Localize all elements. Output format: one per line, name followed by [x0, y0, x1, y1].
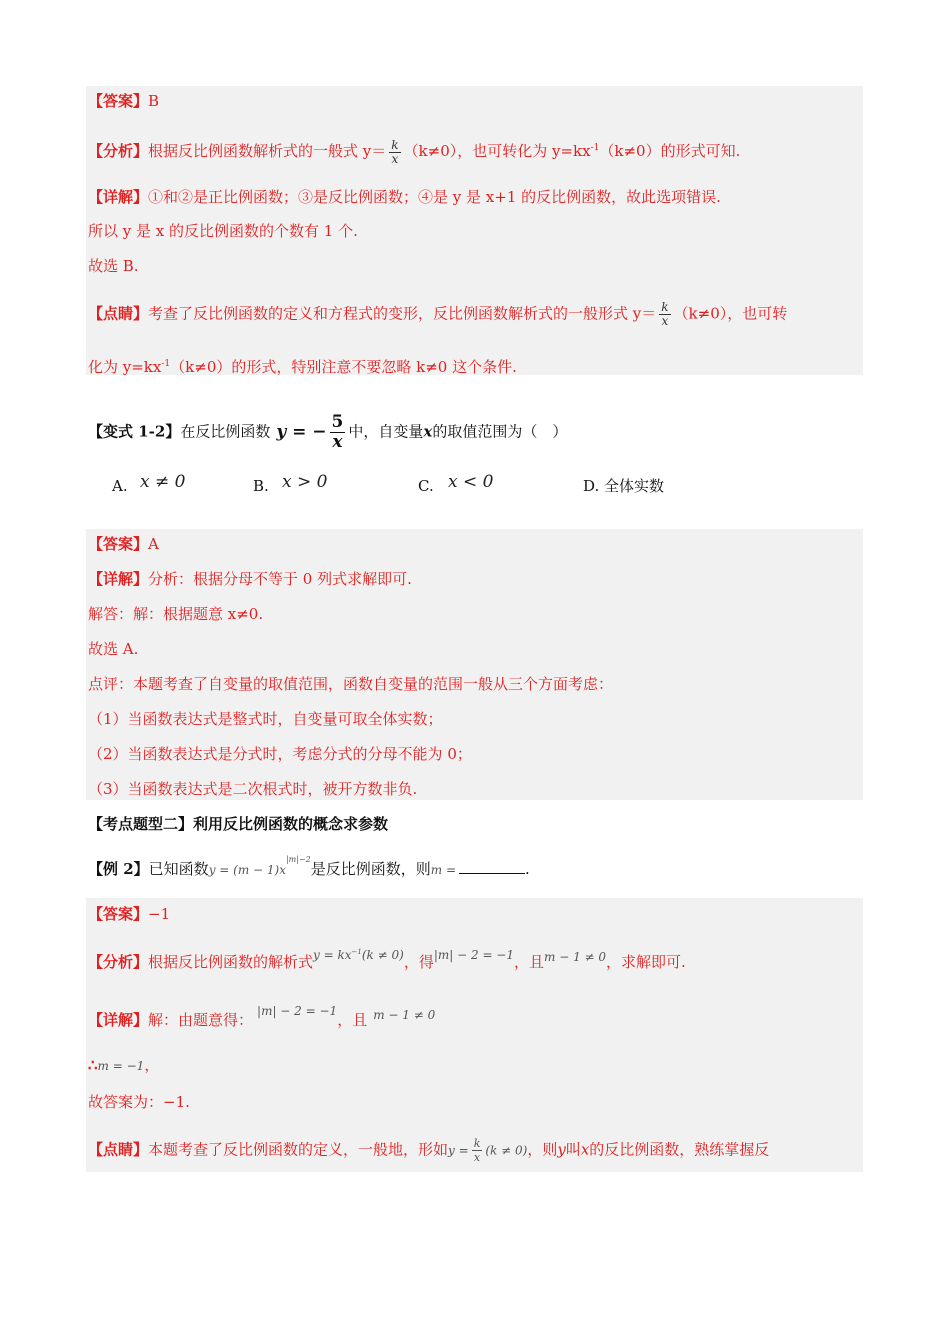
comment-text-2: ，则 [527, 1140, 558, 1159]
analysis-tag: 【分析】 [88, 953, 149, 971]
analysis-line-3 [88, 949, 686, 974]
therefore-equation: m = −1 [97, 1059, 145, 1073]
detail-line-2: 所以 y 是 x 的反比例函数的个数有 1 个. [88, 222, 358, 240]
frac-den: x [472, 1150, 483, 1164]
detail-text: ①和②是正比例函数；③是反比例函数；④是 y 是 x+1 的反比例函数，故此选项错误. [148, 188, 721, 206]
option-b-label[interactable]: B. [253, 477, 269, 495]
analysis-line [88, 137, 740, 166]
analysis-text-2: ，得 [403, 953, 434, 971]
example-end: . [525, 860, 530, 878]
answer-tag: 【答案】 [88, 535, 149, 553]
variable-x: x [423, 422, 433, 441]
comment-line [88, 301, 787, 328]
review-item-2: （2）当函数表达式是分式时，考虑分式的分母不能为 0； [88, 745, 472, 763]
analysis-text-2: （k≠0），也可转化为 y=kx [403, 142, 591, 160]
detail-line [88, 568, 412, 590]
eq1: y = kx [313, 948, 352, 962]
comment-line-2 [88, 353, 517, 378]
equation-m-minus-1: m − 1 ≠ 0 [544, 950, 607, 964]
analysis-text: 根据反比例函数解析式的一般式 y＝ [148, 142, 387, 160]
example-exponent: |m|−2 [285, 855, 311, 864]
detail-text: 分析：根据分母不等于 0 列式求解即可. [148, 570, 412, 588]
frac-den: x [389, 152, 400, 166]
example-text: 已知函数 [148, 860, 209, 878]
m-variable: m = [430, 863, 457, 877]
review-item-3: （3）当函数表达式是二次根式时，被开方数非负. [88, 780, 418, 798]
question-text-3: 的取值范围为（ ） [432, 422, 568, 441]
option-d[interactable] [583, 475, 664, 497]
fraction-k-over-x-2 [659, 301, 670, 328]
comment-tag: 【点睛】 [88, 304, 149, 323]
frac-num: k [473, 1137, 481, 1150]
example-2-line [88, 855, 530, 881]
answer-value: B [148, 92, 160, 110]
analysis-text-3: （k≠0）的形式可知. [599, 142, 741, 160]
detail-equation-1: |m| − 2 = −1 [257, 1004, 338, 1018]
detail-line [88, 186, 721, 208]
superscript: -1 [161, 359, 171, 369]
frac-den: x [659, 314, 670, 328]
comment-y: y [557, 1140, 566, 1159]
analysis-text: 根据反比例函数的解析式 [148, 953, 314, 971]
comment-text-4: 的反比例函数，熟练掌握反 [589, 1140, 770, 1159]
review-line: 点评：本题考查了自变量的取值范围，函数自变量的范围一般从三个方面考虑： [88, 675, 614, 693]
analysis-text-3: ，且 [514, 953, 545, 971]
answer-line-3 [88, 903, 170, 925]
fraction-5-over-x [330, 413, 346, 452]
example-text-2: 是反比例函数，则 [310, 860, 431, 878]
comment-eq-lhs: y = [448, 1143, 469, 1158]
comment-tag: 【点睛】 [88, 1140, 149, 1159]
frac-num: 5 [331, 412, 344, 432]
detail-line-3 [88, 1004, 436, 1032]
frac-num: k [661, 300, 669, 314]
option-c-math[interactable]: x < 0 [448, 472, 494, 492]
comment-line2-b: （k≠0）的形式，特别注意不要忽略 k≠0 这个条件. [170, 358, 517, 376]
answer-block-3 [86, 898, 863, 1172]
option-d-label: D. [583, 477, 600, 495]
example-equation: y = (m − 1)x [208, 863, 286, 877]
detail-equation-2: m − 1 ≠ 0 [373, 1008, 436, 1022]
option-a-math[interactable]: x ≠ 0 [140, 472, 186, 492]
answer-line-2 [88, 533, 159, 555]
question-line [88, 413, 567, 452]
detail-tag: 【详解】 [88, 1011, 149, 1029]
comment-line2-a: 化为 y=kx [88, 358, 162, 376]
question-tag: 【变式 1-2】 [88, 422, 181, 441]
eq1-cond: (k ≠ 0) [361, 948, 404, 962]
option-b-math[interactable]: x > 0 [282, 472, 328, 492]
option-a-label[interactable]: A. [112, 477, 128, 495]
therefore-end: ， [144, 1056, 160, 1074]
example-tag: 【例 2】 [88, 860, 149, 878]
question-text: 在反比例函数 [180, 422, 271, 441]
option-d-text: 全体实数 [604, 477, 665, 495]
equation-kx [313, 948, 404, 962]
answer-tag: 【答案】 [88, 905, 149, 923]
comment-condition: (k ≠ 0) [485, 1143, 528, 1158]
comment-text: 本题考查了反比例函数的定义，一般地，形如 [148, 1140, 449, 1159]
eq1-sup: −1 [351, 948, 362, 956]
analysis-tag: 【分析】 [88, 142, 149, 160]
detail-text-2: ，且 [337, 1011, 368, 1029]
equation-lhs: y = − [276, 421, 327, 442]
answer-value: A [148, 535, 159, 553]
answer-blank[interactable] [459, 859, 525, 874]
solution-line: 解答：解：根据题意 x≠0. [88, 605, 264, 623]
comment-line-3 [88, 1137, 769, 1164]
comment-fraction [472, 1137, 483, 1164]
therefore-symbol: ∴ [88, 1056, 98, 1074]
superscript: -1 [590, 143, 600, 153]
comment-text-2: （k≠0），也可转 [673, 304, 788, 323]
answer-line [88, 90, 159, 112]
final-answer-line: 故答案为：−1. [88, 1093, 190, 1111]
frac-num: k [391, 137, 399, 152]
review-item-1: （1）当函数表达式是整式时，自变量可取全体实数； [88, 710, 443, 728]
equation-abs-m: |m| − 2 = −1 [433, 948, 514, 962]
section-title: 【考点题型二】利用反比例函数的概念求参数 [88, 815, 389, 833]
fraction-k-over-x [389, 139, 400, 166]
choice-line: 故选 A. [88, 640, 139, 658]
answer-tag: 【答案】 [88, 92, 149, 110]
comment-text-3: 叫 [565, 1140, 581, 1159]
comment-text: 考查了反比例函数的定义和方程式的变形，反比例函数解析式的一般形式 y＝ [148, 304, 657, 323]
option-c-label[interactable]: C. [418, 477, 434, 495]
detail-tag: 【详解】 [88, 188, 149, 206]
detail-tag: 【详解】 [88, 570, 149, 588]
comment-x: x [580, 1140, 590, 1159]
analysis-text-4: ，求解即可. [606, 953, 686, 971]
frac-den: x [330, 432, 346, 452]
detail-text: 解：由题意得： [148, 1011, 254, 1029]
answer-value: −1 [148, 905, 171, 923]
question-text-2: 中，自变量 [348, 422, 424, 441]
detail-line-3: 故选 B. [88, 257, 139, 275]
therefore-line [88, 1054, 159, 1077]
